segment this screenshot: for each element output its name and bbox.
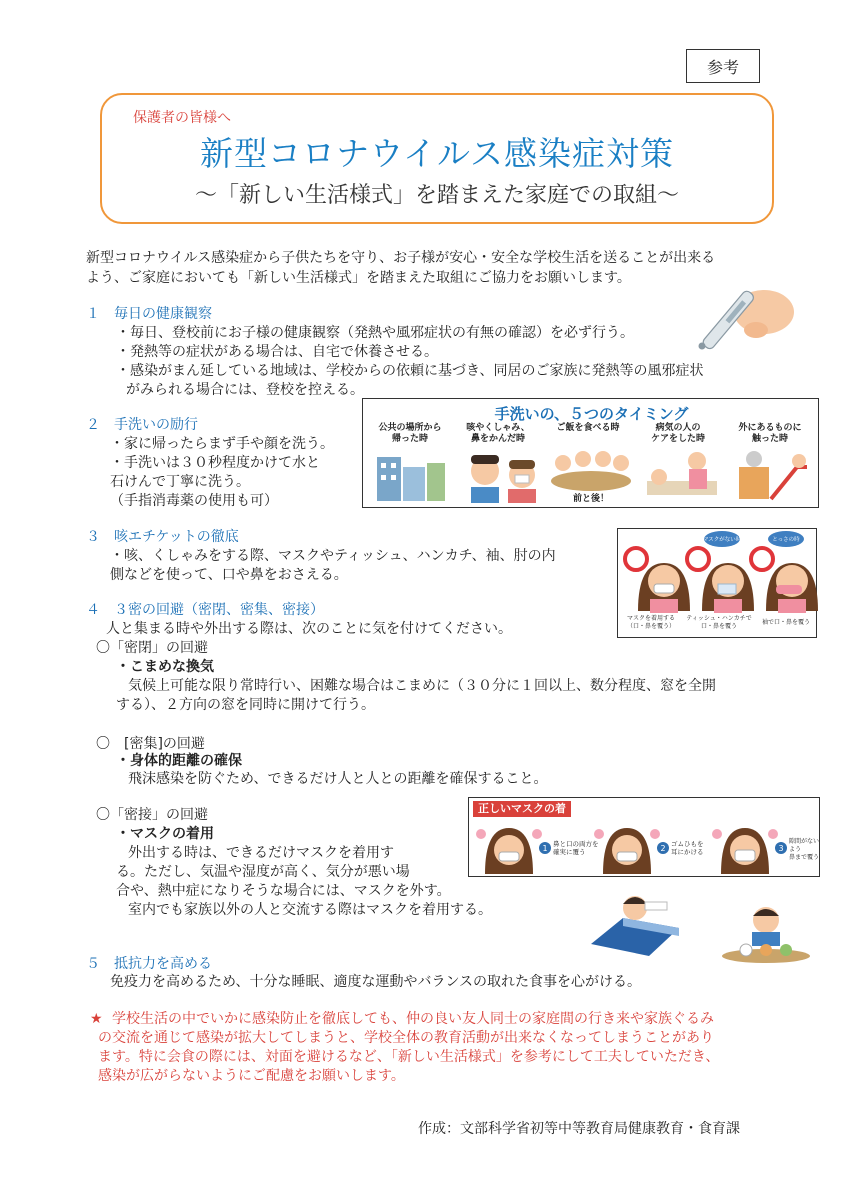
handwashing-illustration [362, 398, 819, 508]
note-line-1: 学校生活の中でいかに感染防止を徹底しても、仲の良い友人同士の家庭間の行き来や家族ぐるみ [112, 1011, 714, 1027]
step-3-number: 3 [778, 844, 784, 853]
s4-b-line-1: 飛沫感染を防ぐため、できるだけ人と人との距離を確保すること。 [128, 771, 548, 787]
girl-tissue-icon [702, 563, 754, 613]
s4-a-line-2: する）、２方向の窓を同時に開けて行う。 [116, 697, 375, 713]
note-line-4: 感染が広がらないようにご配慮をお願いします。 [98, 1068, 405, 1084]
girl-sleeve-icon [766, 563, 818, 613]
cough-etiquette-illustration [617, 528, 817, 638]
s1-line-4: がみられる場合には、登校を控える。 [126, 382, 364, 398]
section-5-heading: ５ 抵抗力を高める [86, 956, 212, 972]
step-2-text: ゴムひもを 耳にかける [671, 840, 704, 856]
mask-title: 正しいマスクの着用 [473, 801, 571, 817]
s4-c-line-4: 室内でも家族以外の人と交流する際はマスクを着用する。 [128, 902, 492, 918]
family-meal-icon [551, 451, 631, 504]
s4-intro: 人と集まる時や外出する際は、次のことに気を付けてください。 [106, 621, 512, 637]
section-1-heading: １ 毎日の健康観察 [86, 306, 212, 322]
s4-c-sub: ・マスクの着用 [116, 826, 214, 842]
thermometer-illustration [686, 282, 798, 354]
intro-line-2: よう、ご家庭においても「新しい生活様式」を踏まえた取組にご協力をお願いします。 [86, 270, 631, 286]
s2-line-4: （手指消毒薬の使用も可） [110, 493, 278, 509]
s1-line-3: ・感染がまん延している地域は、学校からの依頼に基づき、同居のご家族に発熱等の風邪症状 [116, 363, 704, 379]
handwashing-title: 手洗いの、５つのタイミング [494, 405, 689, 423]
s4-c-line-2: る。ただし、気温や湿度が高く、気分が悪い場 [116, 864, 410, 880]
note-star-icon: ★ [90, 1011, 103, 1027]
s4-b-sub: ・身体的距離の確保 [116, 753, 242, 769]
playground-icon [739, 451, 807, 499]
s4-c-line-3: 合や、熱中症になりそうな場合には、マスクを外す。 [116, 883, 451, 899]
s2-line-1: ・家に帰ったらまず手や顔を洗う。 [110, 436, 334, 452]
s1-line-2: ・発熱等の症状がある場合は、自宅で休養させる。 [116, 344, 438, 360]
section-4-heading: ４ ３密の回避（密閉、密集、密接） [86, 602, 324, 618]
cough-pictures [618, 529, 818, 615]
page-subtitle: ～「新しい生活様式」を踏まえた家庭での取組～ [194, 183, 679, 208]
s4-a-line-1: 気候上可能な限り常時行い、困難な場合はこまめに（３０分に１回以上、数分程度、窓を全開 [128, 678, 716, 694]
step-1-text: 鼻と口の両方を 確実に覆う [553, 840, 599, 856]
caption-sleeve: 袖で口・鼻を覆う [761, 619, 810, 626]
note-line-3: ます。特に会食の際には、対面を避けるなど、「新しい生活様式」を参考にして工夫していただき、 [98, 1049, 720, 1065]
greeting: 保護者の皆様へ [133, 110, 231, 126]
timing-label-4: 病気の人の ケアをした時 [650, 423, 705, 444]
girl-mask-icon [638, 563, 690, 613]
mask-pictures [469, 818, 821, 876]
mask-wearing-illustration [468, 797, 820, 877]
caption-tissue: ティッシュ・ハンカチで 口・鼻を覆う [686, 615, 752, 630]
section-3-heading: ３ 咳エチケットの徹底 [86, 529, 239, 545]
s2-line-2: ・手洗いは３０秒程度かけて水と [110, 455, 320, 471]
timing-label-5: 外にあるものに 触った時 [738, 423, 802, 444]
building-icon [377, 457, 445, 501]
timing-pictures [367, 447, 815, 505]
section-2-heading: ２ 手洗いの励行 [86, 417, 198, 433]
s3-line-1: ・咳、くしゃみをする際、マスクやティッシュ、ハンカチ、袖、肘の内 [110, 548, 556, 564]
step-3-text: 隙間がないよう 鼻まで覆う [789, 838, 820, 861]
step-2-number: 2 [660, 844, 666, 853]
s4-b-heading: 〇 [密集]の回避 [96, 736, 205, 752]
bubble-sudden: とっさの時 [772, 537, 800, 543]
ok-circle-icon [625, 548, 647, 570]
girl-step-1-icon [476, 828, 542, 874]
page-title: 新型コロナウイルス感染症対策 [199, 134, 675, 173]
s4-a-sub: ・こまめな換気 [116, 659, 214, 675]
caption-mask: マスクを着用する （口・鼻を覆う） [626, 615, 675, 630]
s1-line-1: ・毎日、登校前にお子様の健康観察（発熱や風邪症状の有無の確認）を必ず行う。 [116, 325, 634, 341]
bubble-no-mask: マスクがない時 [702, 537, 742, 543]
sleeping-child-illustration [583, 888, 683, 960]
s4-c-line-1: 外出する時は、できるだけマスクを着用す [128, 845, 394, 861]
s4-a-heading: 〇「密閉」の回避 [96, 640, 208, 656]
sneeze-icon [471, 455, 536, 503]
timing-label-3: ご飯を食べる時 [556, 423, 620, 433]
timing-label-2: 咳やくしゃみ、 鼻をかんだ時 [466, 423, 530, 444]
timing-label-1: 公共の場所から 帰った時 [378, 423, 442, 444]
footer-credit: 作成：文部科学省初等中等教育局健康教育・食育課 [418, 1121, 740, 1137]
note-line-2: の交流を通じて感染が拡大してしまうと、学校全体の教育活動が出来なくなってしまうことがあり [98, 1030, 714, 1046]
girl-step-3-icon [712, 828, 778, 874]
intro-line-1: 新型コロナウイルス感染症から子供たちを守り、お子様が安心・安全な学校生活を送ることが出来る [86, 250, 716, 266]
care-icon [647, 452, 717, 495]
s5-line-1: 免疫力を高めるため、十分な睡眠、適度な運動やバランスの取れた食事を心がける。 [110, 974, 642, 990]
before-after-label: 前と後！ [572, 494, 610, 504]
step-1-number: 1 [542, 844, 548, 853]
s4-c-heading: 〇「密接」の回避 [96, 807, 208, 823]
ok-circle-icon [687, 548, 709, 570]
reference-label: 参考 [686, 49, 760, 83]
s3-line-2: 側などを使って、口や鼻をおさえる。 [110, 567, 348, 583]
ok-circle-icon [751, 548, 773, 570]
meal-child-illustration [720, 900, 812, 970]
s2-line-3: 石けんで丁寧に洗う。 [110, 474, 250, 490]
